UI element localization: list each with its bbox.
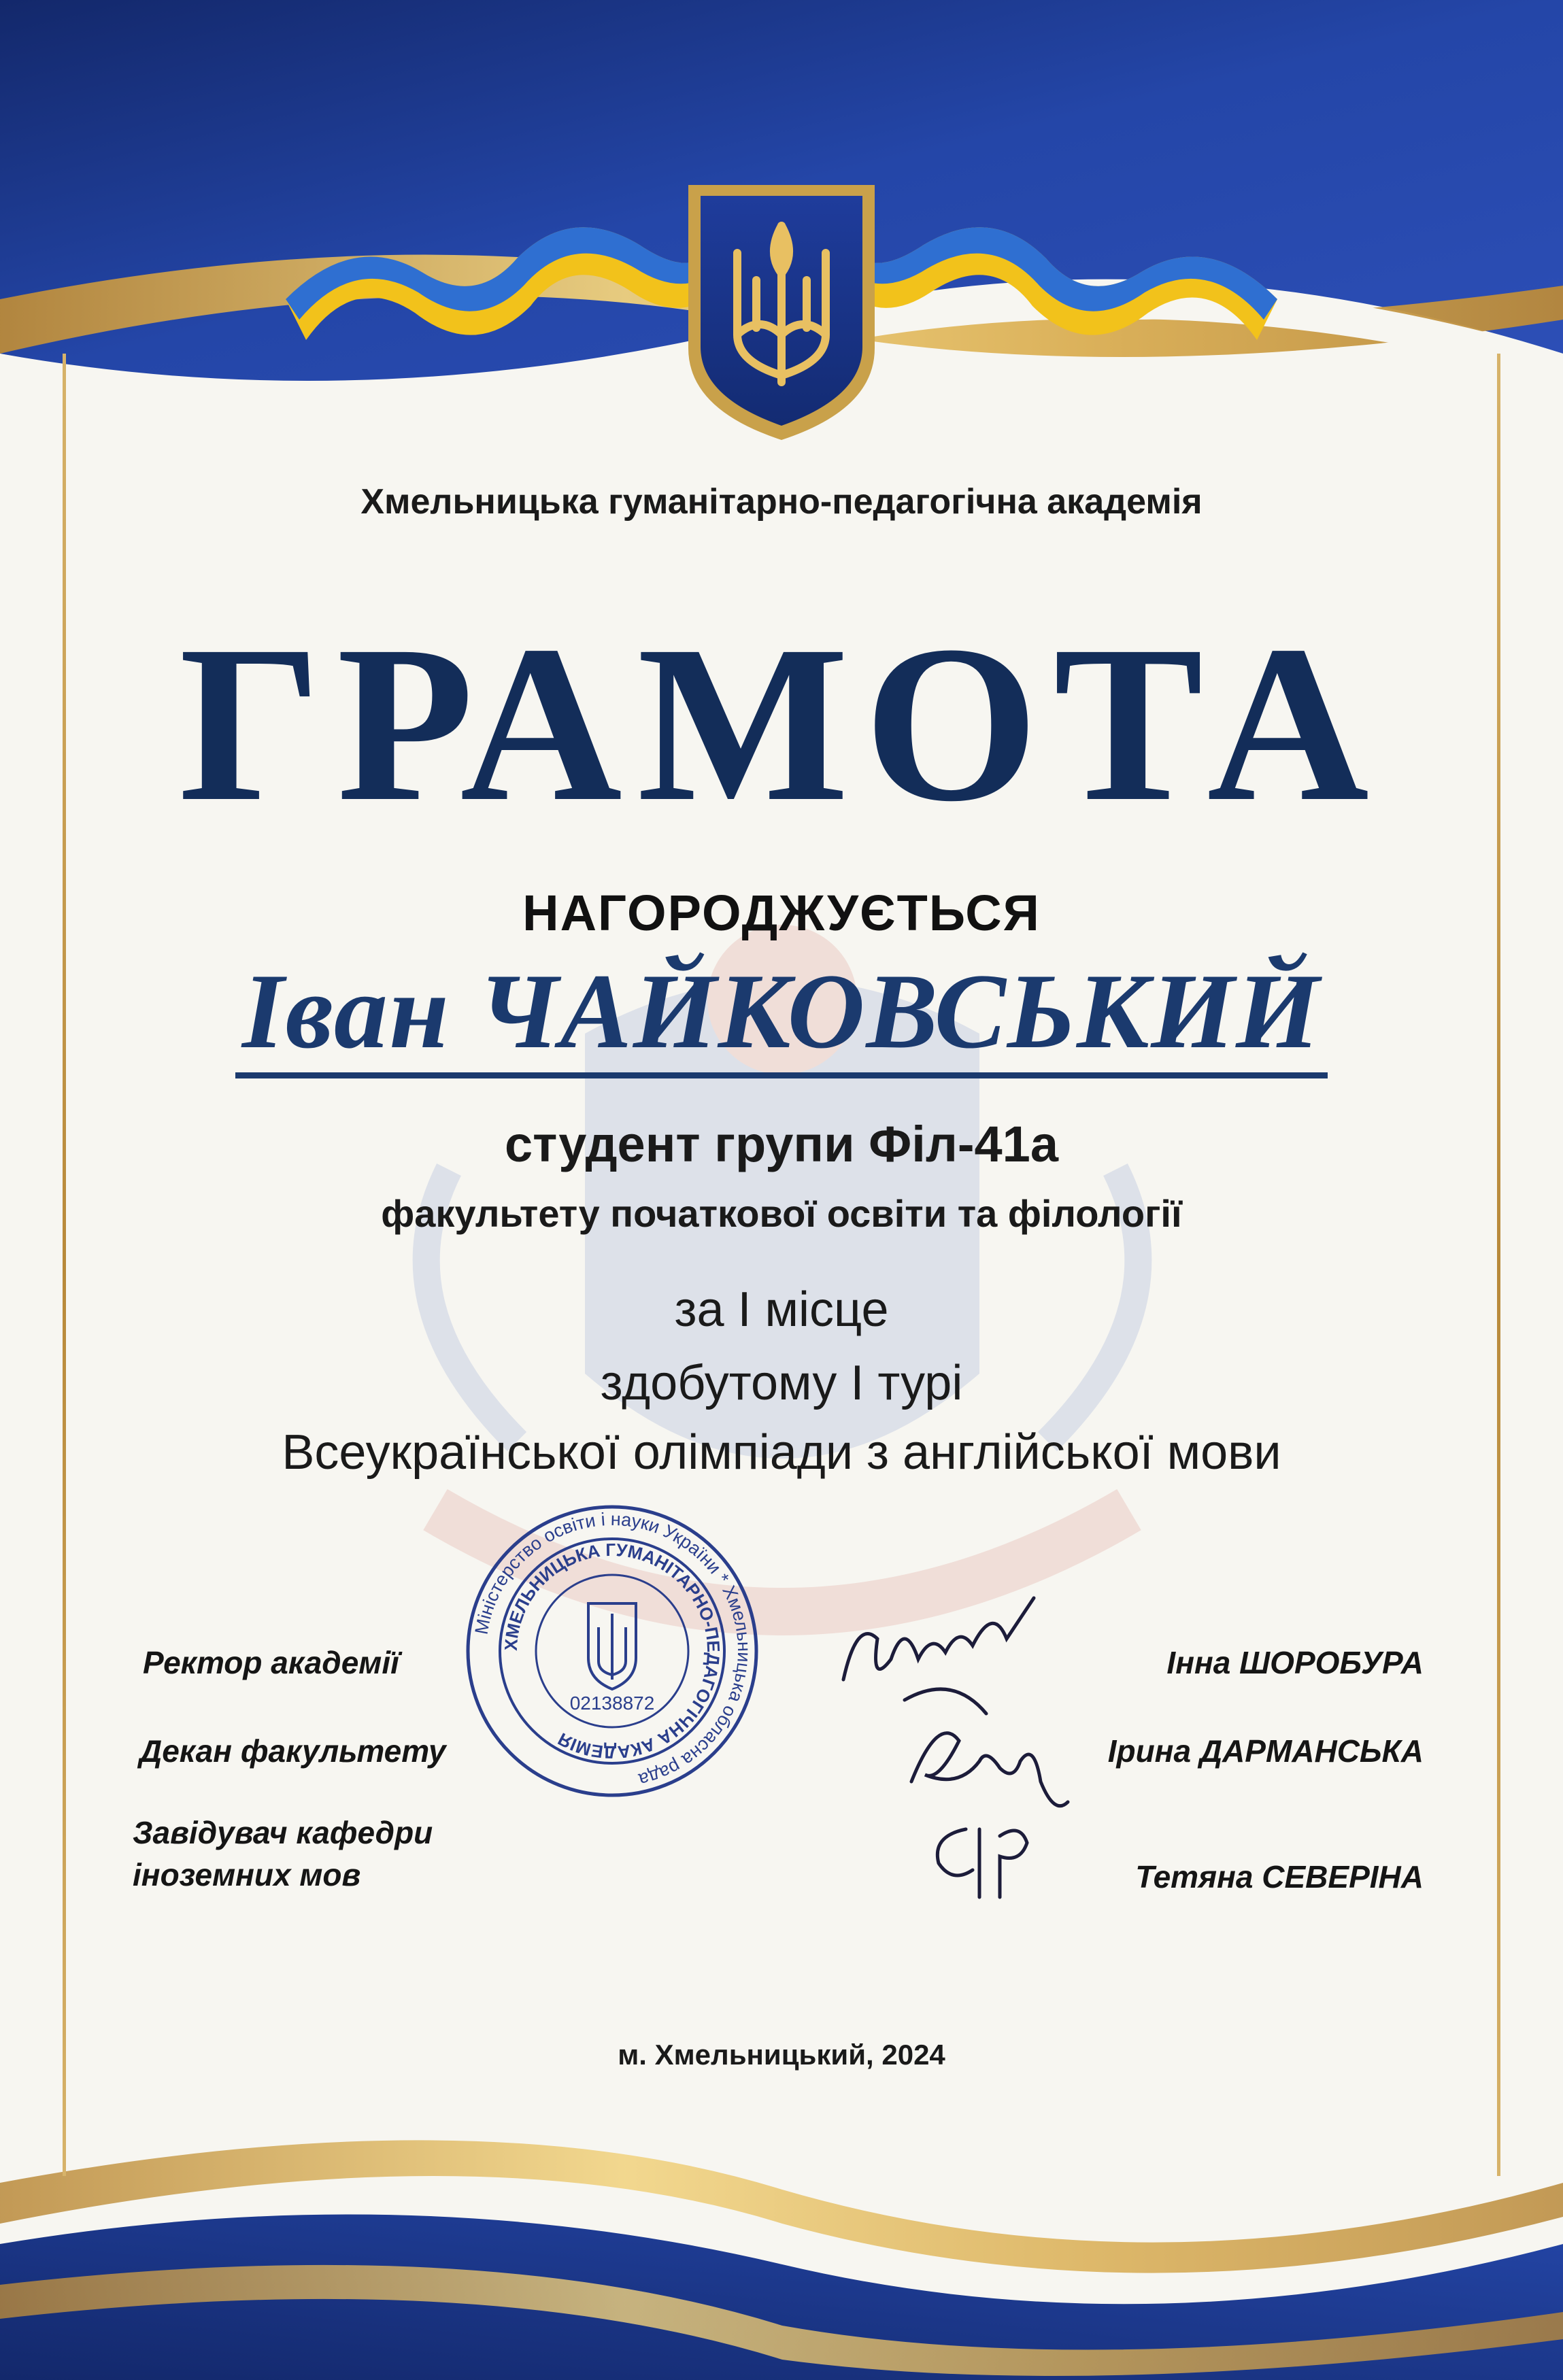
seal-code: 02138872: [569, 1693, 655, 1714]
signatory-role-head-line1: Завідувач кафедри: [133, 1815, 433, 1850]
awarded-label: НАГОРОДЖУЄТЬСЯ: [522, 885, 1041, 941]
seal-stamp: [463, 1501, 762, 1801]
reason-line-2: здобутому І турі: [600, 1356, 963, 1410]
reason-line-1: за І місце: [674, 1282, 889, 1337]
recipient-name: Іван ЧАЙКОВСЬКИЙ: [235, 955, 1328, 1078]
seal-inner-text: ХМЕЛЬНИЦЬКА ГУМАНІТАРНО-ПЕДАГОГІЧНА АКАДЕМІЯ: [500, 1539, 724, 1763]
signatory-role-rector: Ректор академії: [143, 1645, 399, 1680]
signatory-role-head-line2: іноземних мов: [133, 1857, 361, 1892]
recipient-block: [0, 952, 1563, 1078]
signatory-role-dean: Декан факультету: [139, 1733, 446, 1769]
trident-emblem-icon: [682, 178, 881, 443]
student-group: студент групи Філ-41а: [505, 1116, 1058, 1172]
faculty-name: факультету початкової освіти та філології: [381, 1192, 1182, 1235]
signatory-name-dean: Ірина ДАРМАНСЬКА: [1107, 1733, 1424, 1769]
city-year: м. Хмельницький, 2024: [618, 2039, 945, 2071]
signature-head: [918, 1809, 1041, 1911]
certificate-title: ГРАМОТА: [179, 600, 1384, 848]
signatory-name-head: Тетяна СЕВЕРІНА: [1135, 1859, 1424, 1894]
signature-dean: [898, 1700, 1075, 1816]
signatory-name-rector: Інна ШОРОБУРА: [1166, 1645, 1424, 1680]
reason-line-3: Всеукраїнської олімпіади з англійської мови: [282, 1425, 1281, 1480]
academy-name: Хмельницька гуманітарно-педагогічна академія: [360, 482, 1203, 522]
seal-outer-text: Міністерство освіти і науки України * Хмельницька обласна рада: [471, 1508, 755, 1790]
